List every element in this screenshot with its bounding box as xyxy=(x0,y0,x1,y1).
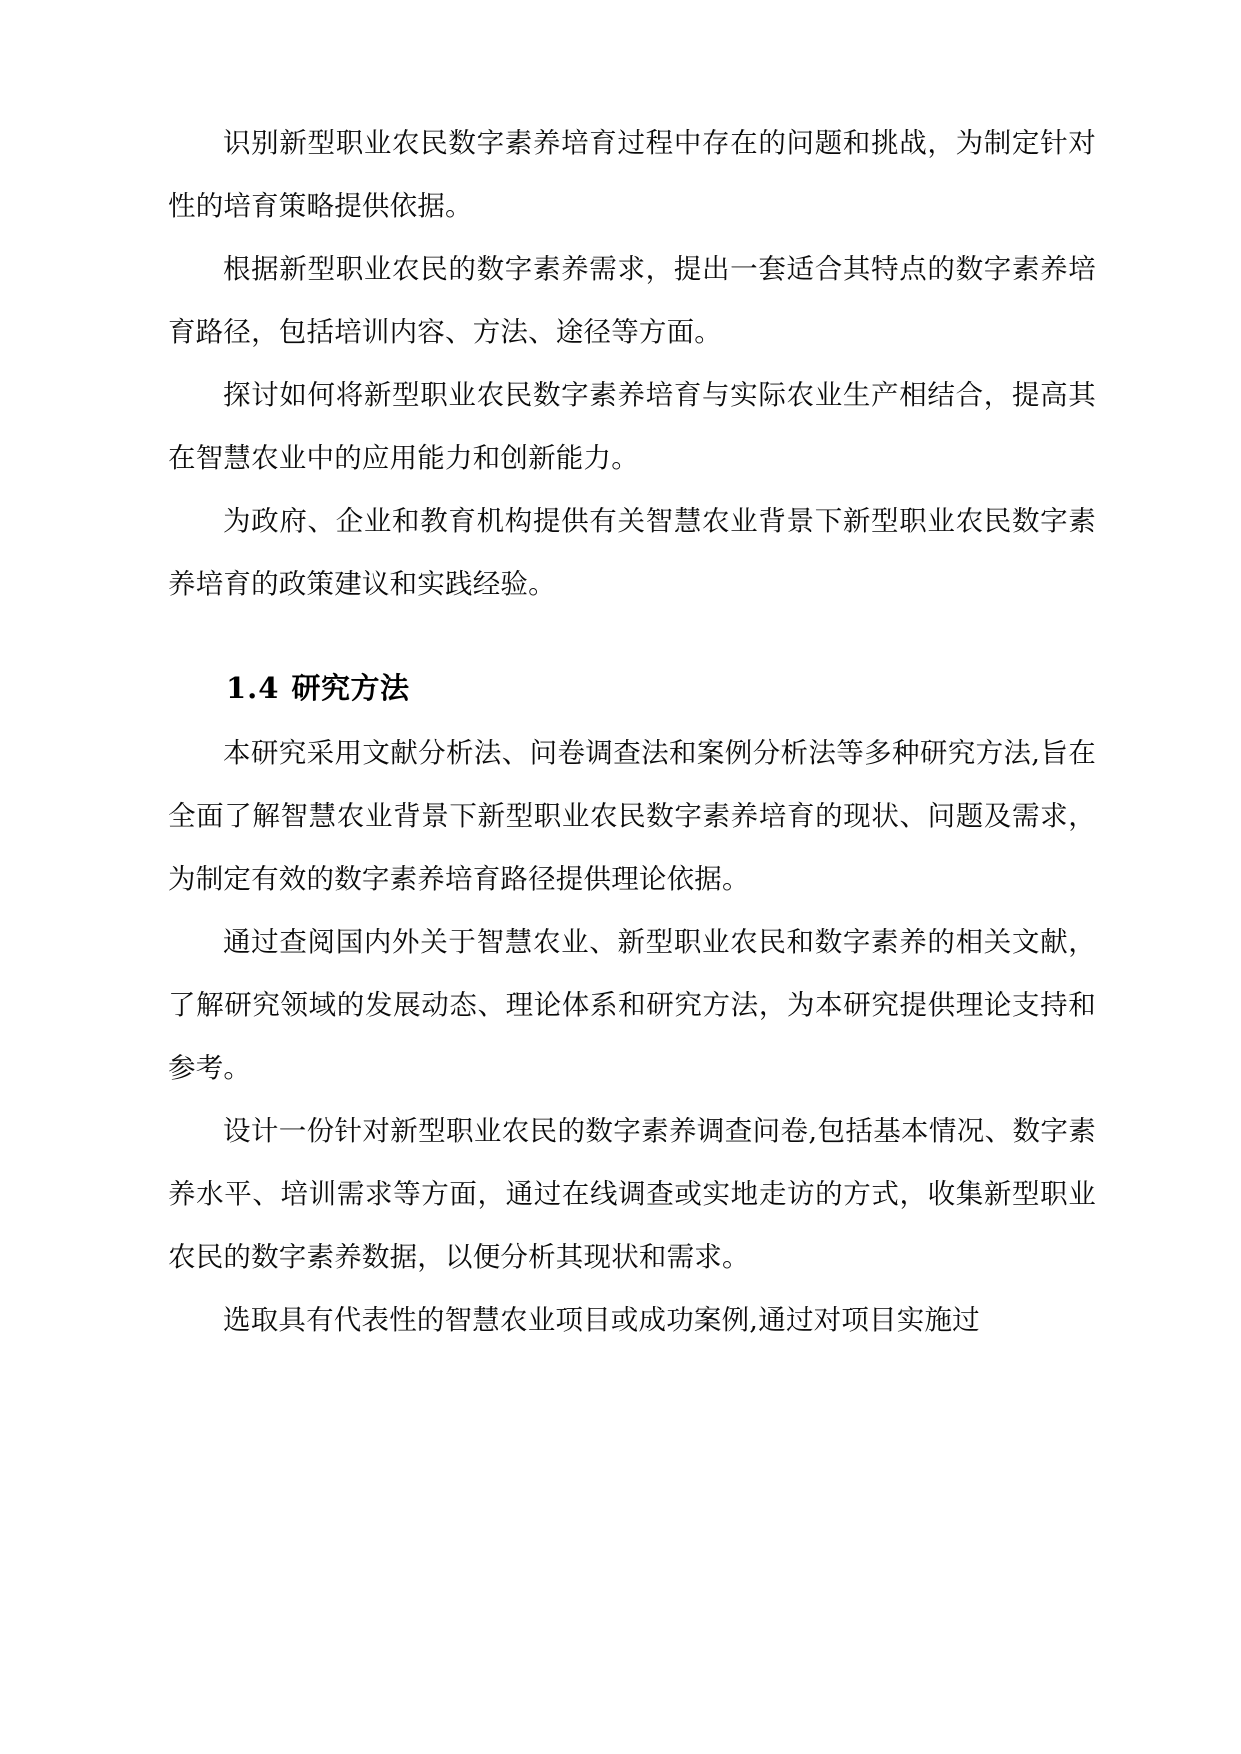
section-heading xyxy=(168,658,1096,718)
paragraph: 选取具有代表性的智慧农业项目或成功案例,通过对项目实施过 xyxy=(223,1304,980,1336)
paragraph: 根据新型职业农民的数字素养需求，提出一套适合其特点的数字素养培育路径，包括培训内容、方法、途径等方面。 xyxy=(168,253,1096,348)
paragraph: 本研究采用文献分析法、问卷调查法和案例分析法等多种研究方法,旨在全面了解智慧农业背景下新型职业农民数字素养培育的现状、问题及需求，为制定有效的数字素养培育路径提供理论依据。 xyxy=(168,737,1096,895)
section-title: 研究方法 xyxy=(291,671,410,705)
paragraph: 通过查阅国内外关于智慧农业、新型职业农民和数字素养的相关文献，了解研究领域的发展动态、理论体系和研究方法，为本研究提供理论支持和参考。 xyxy=(168,926,1096,1084)
paragraph: 识别新型职业农民数字素养培育过程中存在的问题和挑战，为制定针对性的培育策略提供依据。 xyxy=(168,127,1096,222)
paragraph: 为政府、企业和教育机构提供有关智慧农业背景下新型职业农民数字素养培育的政策建议和实践经验。 xyxy=(168,505,1096,600)
document-body xyxy=(168,112,1096,1352)
paragraph: 设计一份针对新型职业农民的数字素养调查问卷,包括基本情况、数字素养水平、培训需求等方面，通过在线调查或实地走访的方式，收集新型职业农民的数字素养数据，以便分析其现状和需求。 xyxy=(168,1115,1096,1273)
paragraph: 探讨如何将新型职业农民数字素养培育与实际农业生产相结合，提高其在智慧农业中的应用能力和创新能力。 xyxy=(168,379,1096,474)
section-number: 1.4 xyxy=(226,671,280,705)
spacer xyxy=(168,616,1096,622)
